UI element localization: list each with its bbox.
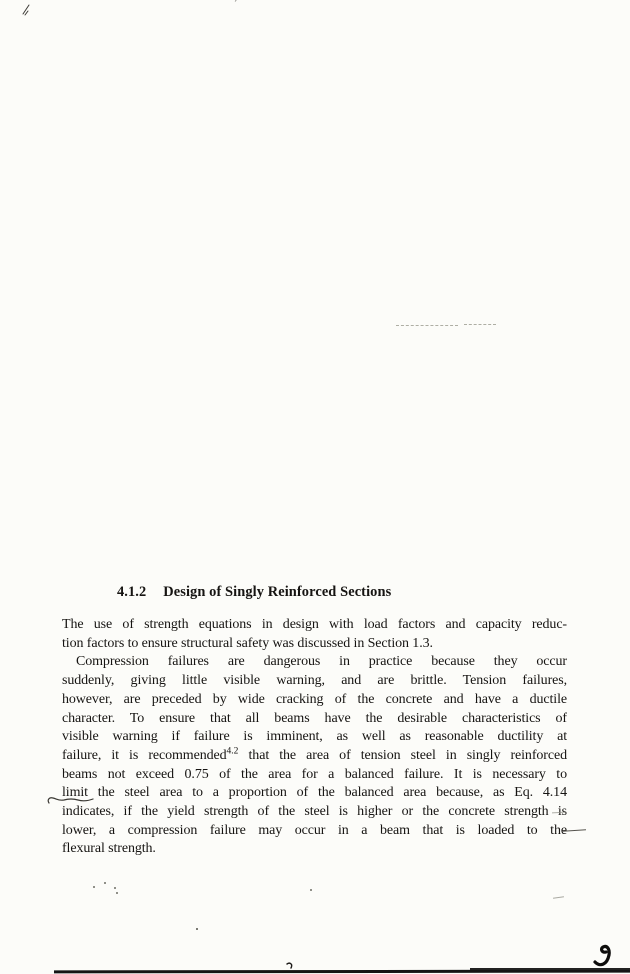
text-line: Compression failures are dangerous in practice because they occur (76, 654, 567, 670)
scan-dot (93, 886, 95, 888)
scan-dash-lower-right (553, 896, 564, 899)
scan-dot (114, 887, 116, 889)
text-line: beams not exceed 0.75 of the area for a balanced failure. It is necessary to (62, 766, 567, 782)
section-number: 4.1.2 (117, 584, 147, 600)
text-line: The use of strength equations in design with load factors and capacity reduc- (62, 617, 567, 632)
text-line: suddenly, giving little visible warning, and are brittle. Tension failures, (62, 673, 567, 689)
text-line: flexural strength. (62, 841, 156, 857)
scan-speck-top: ’ (234, 0, 238, 9)
scan-dashed-line-left-seg (396, 325, 458, 326)
scan-dot (196, 928, 198, 930)
scan-dot (310, 889, 312, 891)
scan-curl-bottom (286, 962, 294, 970)
scan-dot (116, 892, 118, 894)
scan-mark-top-left (21, 3, 37, 17)
body-text (62, 616, 567, 859)
text-line: tion factors to ensure structural safety was discussed in Section 1.3. (62, 635, 433, 651)
footnote-reference: 4.2 (226, 746, 239, 757)
scan-edge-bottom-thick (470, 968, 630, 970)
text-line: however, are preceded by wide cracking of the concrete and have a ductile (62, 691, 567, 707)
scan-edge-bottom (54, 970, 630, 974)
text-segment: that the area of tension steel in singly reinforced (238, 747, 567, 763)
text-line: indicates, if the yield strength of the steel is higher or the concrete strength is (62, 804, 567, 820)
scan-dashed-line-right-seg (464, 324, 496, 325)
text-line: limit the steel area to a proportion of the balanced area because, as Eq. 4.14 (62, 785, 567, 801)
pen-mark-bottom-right (592, 942, 622, 970)
text-line: visible warning if failure is imminent, as well as reasonable ductility at (62, 729, 567, 745)
text-line: lower, a compression failure may occur in a beam that is loaded to the (62, 822, 567, 838)
scan-dot (104, 882, 106, 884)
text-segment: failure, it is recommended (62, 747, 227, 763)
text-line-with-footnote (62, 747, 567, 766)
text-line: character. To ensure that all beams have the desirable characteristics of (62, 710, 567, 726)
section-title: Design of Singly Reinforced Sections (163, 584, 392, 600)
section-heading (117, 584, 391, 601)
